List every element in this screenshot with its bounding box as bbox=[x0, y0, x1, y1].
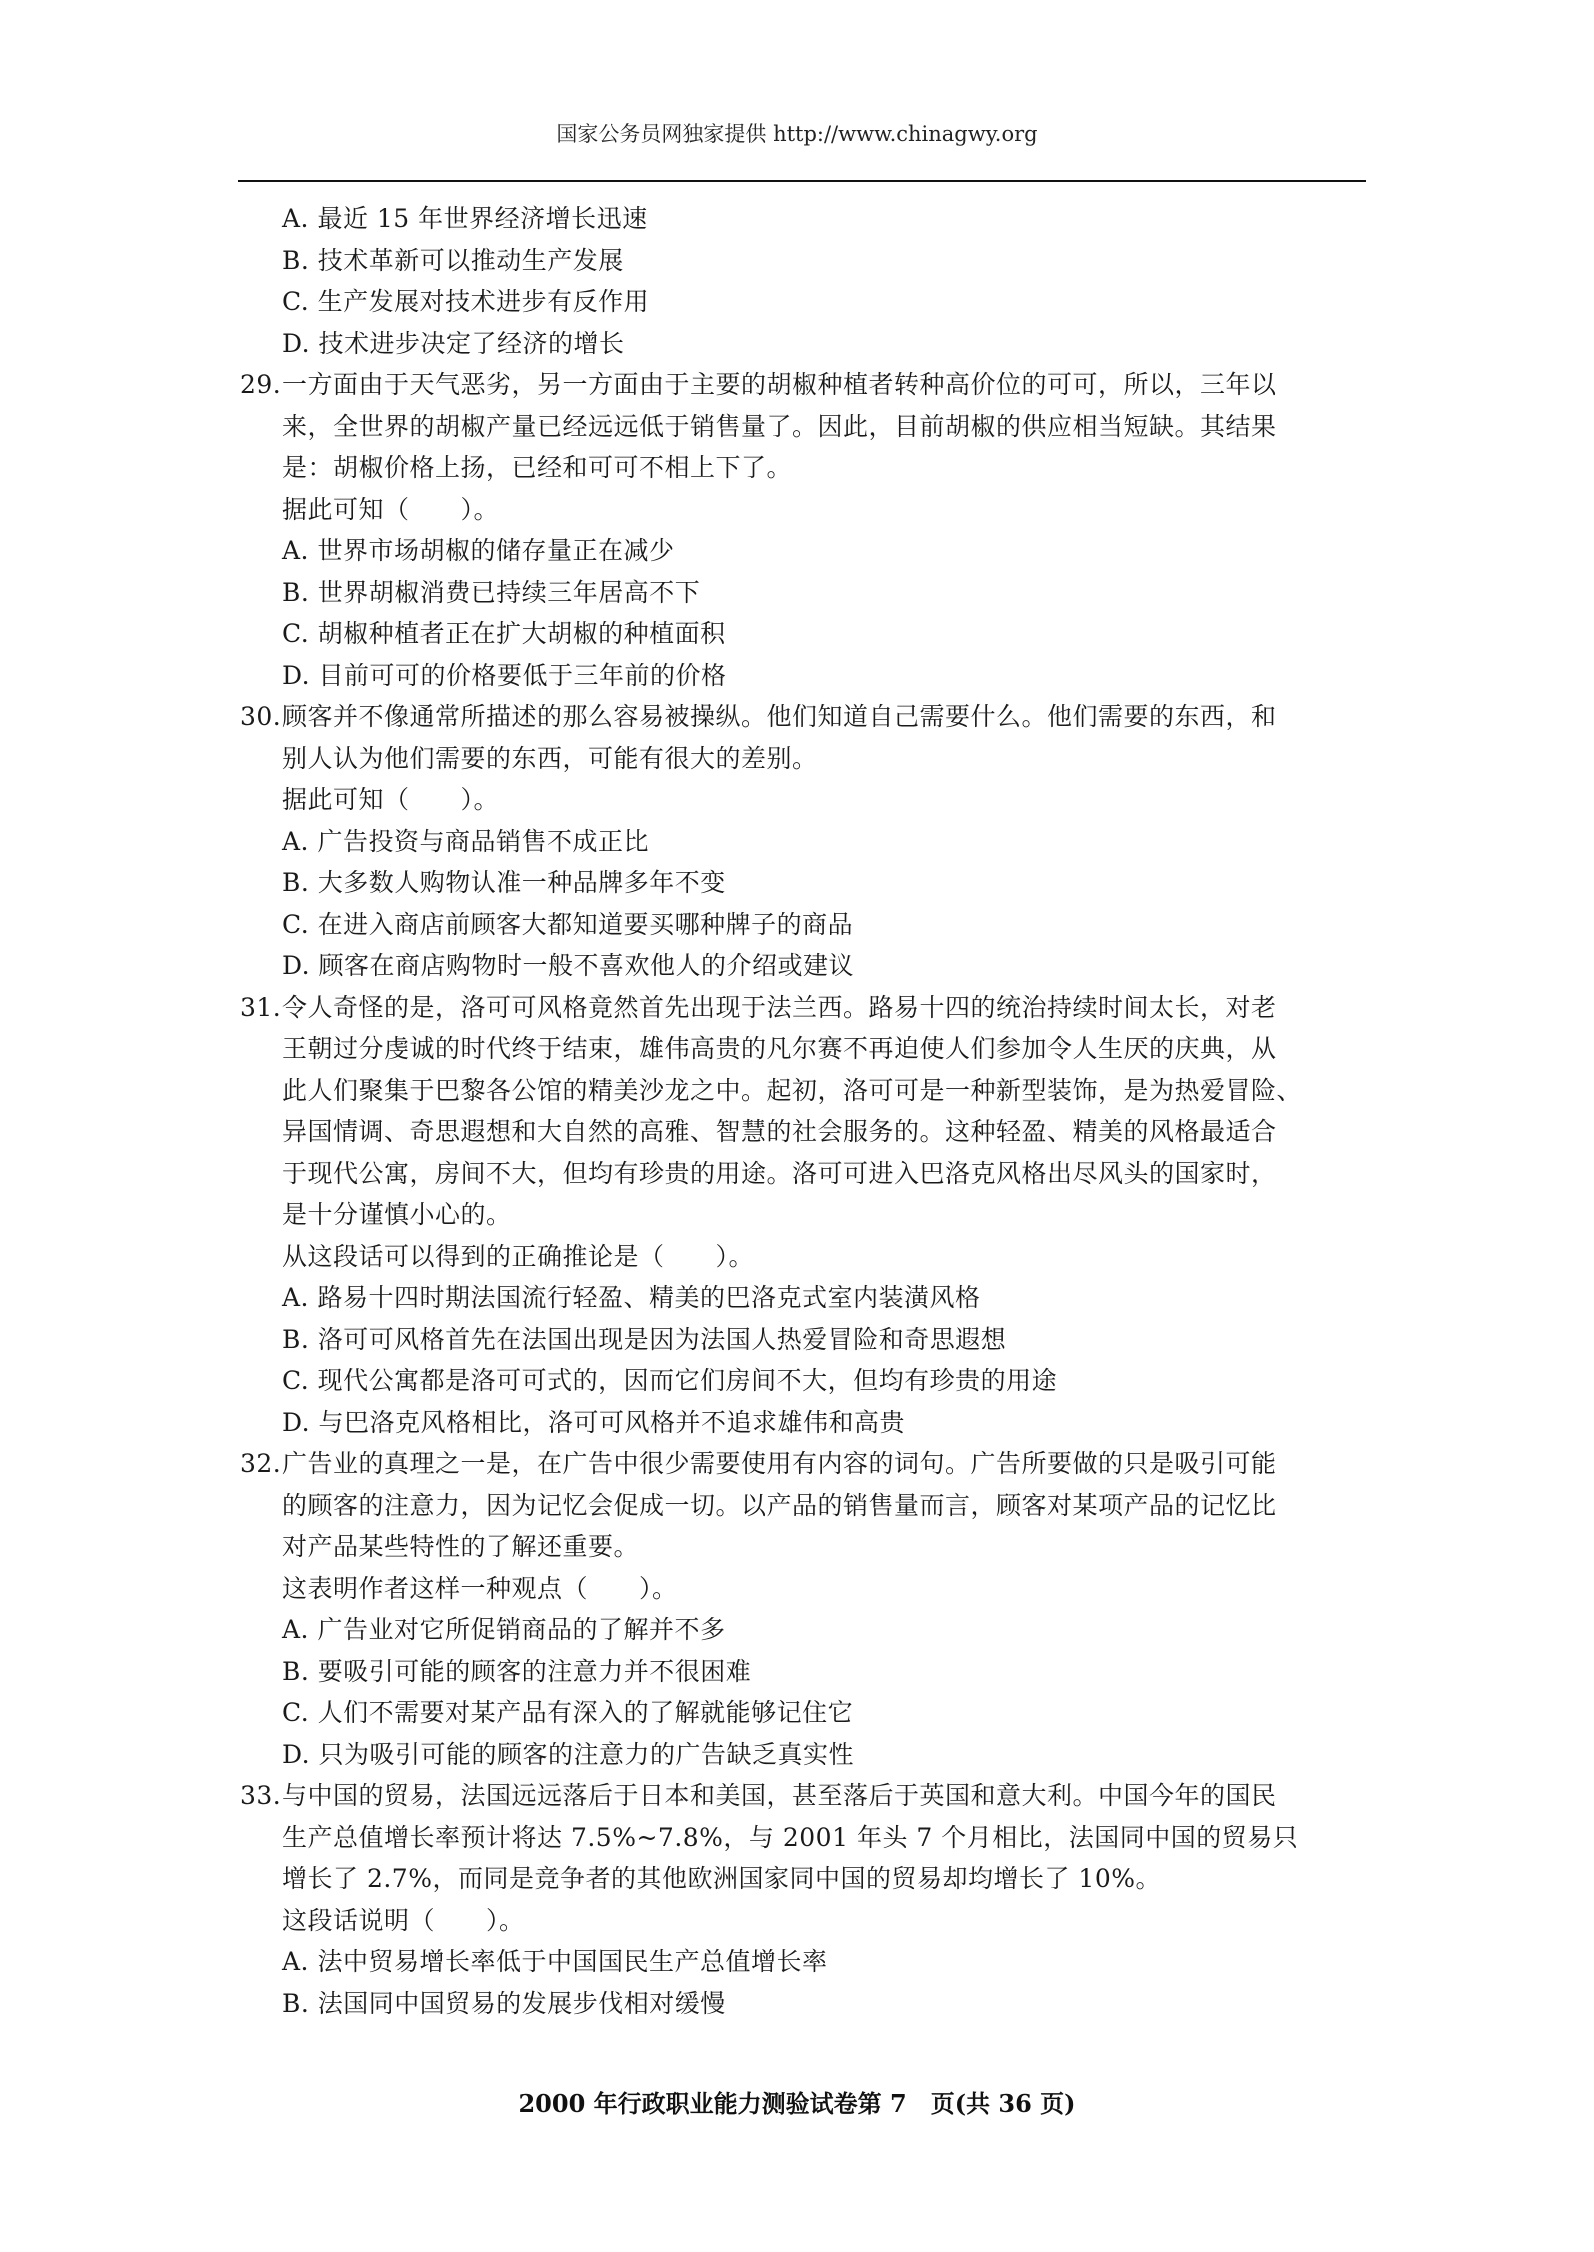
line-text: 顾客并不像通常所描述的那么容易被操纵。他们知道自己需要什么。他们需要的东西，和 bbox=[282, 702, 1277, 731]
text-line bbox=[240, 1153, 1370, 1195]
text-line bbox=[240, 738, 1370, 780]
text-line bbox=[240, 904, 1370, 946]
text-line bbox=[240, 281, 1370, 323]
line-text: 这表明作者这样一种观点（ ）。 bbox=[282, 1573, 678, 1603]
question-stem-line bbox=[240, 987, 1370, 1029]
text-line bbox=[240, 1277, 1370, 1319]
line-text: C. 胡椒种植者正在扩大胡椒的种植面积 bbox=[282, 619, 726, 648]
line-text: 与中国的贸易，法国远远落后于日本和美国，甚至落后于英国和意大利。中国今年的国民 bbox=[282, 1781, 1277, 1810]
document-body bbox=[240, 198, 1370, 2024]
line-text: 增长了 2.7%，而同是竞争者的其他欧洲国家同中国的贸易却均增长了 10%。 bbox=[282, 1864, 1161, 1893]
question-number: 32. bbox=[240, 1449, 282, 1478]
line-text: C. 现代公寓都是洛可可式的，因而它们房间不大，但均有珍贵的用途 bbox=[282, 1366, 1058, 1395]
text-line bbox=[240, 1070, 1370, 1112]
text-line bbox=[240, 198, 1370, 240]
line-text: 的顾客的注意力，因为记忆会促成一切。以产品的销售量而言，顾客对某项产品的记忆比 bbox=[282, 1490, 1277, 1520]
page-header: 国家公务员网独家提供 http://www.chinagwy.org bbox=[556, 122, 1038, 146]
text-line bbox=[240, 406, 1370, 448]
line-text: 别人认为他们需要的东西，可能有很大的差别。 bbox=[282, 743, 818, 773]
line-text: B. 大多数人购物认准一种品牌多年不变 bbox=[282, 868, 726, 897]
text-line bbox=[240, 613, 1370, 655]
line-text: 是：胡椒价格上扬，已经和可可不相上下了。 bbox=[282, 453, 793, 482]
text-line bbox=[240, 1485, 1370, 1527]
line-text: B. 法国同中国贸易的发展步伐相对缓慢 bbox=[282, 1988, 726, 2018]
text-line bbox=[240, 1402, 1370, 1444]
line-text: 王朝过分虔诚的时代终于结束，雄伟高贵的凡尔赛不再迫使人们参加令人生厌的庆典，从 bbox=[282, 1034, 1277, 1063]
text-line bbox=[240, 572, 1370, 614]
text-line bbox=[240, 1360, 1370, 1402]
line-text: B. 要吸引可能的顾客的注意力并不很困难 bbox=[282, 1656, 752, 1686]
line-text: 从这段话可以得到的正确推论是（ ）。 bbox=[282, 1241, 755, 1271]
line-text: A. 世界市场胡椒的储存量正在减少 bbox=[282, 536, 675, 565]
text-line bbox=[240, 1111, 1370, 1153]
text-line bbox=[240, 1692, 1370, 1734]
text-line bbox=[240, 1900, 1370, 1942]
line-text: 据此可知（ ）。 bbox=[282, 494, 500, 524]
line-text: 广告业的真理之一是，在广告中很少需要使用有内容的词句。广告所要做的只是吸引可能 bbox=[282, 1449, 1277, 1478]
question-stem-line bbox=[240, 1443, 1370, 1485]
text-line bbox=[240, 655, 1370, 697]
text-line bbox=[240, 1983, 1370, 2025]
line-text: 据此可知（ ）。 bbox=[282, 785, 500, 814]
text-line bbox=[240, 821, 1370, 863]
line-text: 是十分谨慎小心的。 bbox=[282, 1200, 512, 1229]
line-text: C. 在进入商店前顾客大都知道要买哪种牌子的商品 bbox=[282, 909, 854, 939]
question-stem-line bbox=[240, 696, 1370, 738]
line-text: B. 世界胡椒消费已持续三年居高不下 bbox=[282, 577, 701, 607]
text-line bbox=[240, 1858, 1370, 1900]
question-stem-line bbox=[240, 1775, 1370, 1817]
line-text: 一方面由于天气恶劣，另一方面由于主要的胡椒种植者转种高价位的可可，所以，三年以 bbox=[282, 370, 1277, 399]
text-line bbox=[240, 1028, 1370, 1070]
line-text: C. 生产发展对技术进步有反作用 bbox=[282, 287, 650, 316]
line-text: 生产总值增长率预计将达 7.5%~7.8%，与 2001 年头 7 个月相比，法国同中国的贸易只 bbox=[282, 1822, 1299, 1852]
text-line bbox=[240, 530, 1370, 572]
text-line bbox=[240, 1734, 1370, 1776]
line-text: B. 洛可可风格首先在法国出现是因为法国人热爱冒险和奇思遐想 bbox=[282, 1324, 1007, 1354]
text-line bbox=[240, 447, 1370, 489]
text-line bbox=[240, 489, 1370, 531]
question-number: 30. bbox=[240, 702, 282, 731]
line-text: D. 只为吸引可能的顾客的注意力的广告缺乏真实性 bbox=[282, 1739, 855, 1769]
text-line bbox=[240, 240, 1370, 282]
line-text: 异国情调、奇思遐想和大自然的高雅、智慧的社会服务的。这种轻盈、精美的风格最适合 bbox=[282, 1117, 1277, 1146]
line-text: 于现代公寓，房间不大，但均有珍贵的用途。洛可可进入巴洛克风格出尽风头的国家时， bbox=[282, 1158, 1277, 1188]
line-text: 对产品某些特性的了解还重要。 bbox=[282, 1532, 640, 1561]
line-text: D. 与巴洛克风格相比，洛可可风格并不追求雄伟和高贵 bbox=[282, 1407, 906, 1437]
line-text: 这段话说明（ ）。 bbox=[282, 1905, 525, 1935]
line-text: B. 技术革新可以推动生产发展 bbox=[282, 245, 624, 275]
header-divider bbox=[238, 180, 1366, 182]
line-text: A. 广告业对它所促销商品的了解并不多 bbox=[282, 1615, 726, 1644]
text-line bbox=[240, 1236, 1370, 1278]
text-line bbox=[240, 1609, 1370, 1651]
text-line bbox=[240, 1194, 1370, 1236]
text-line bbox=[240, 1319, 1370, 1361]
text-line bbox=[240, 779, 1370, 821]
question-number: 33. bbox=[240, 1781, 282, 1810]
page-footer: 2000 年行政职业能力测验试卷第 7 页(共 36 页) bbox=[518, 2089, 1076, 2118]
line-text: D. 技术进步决定了经济的增长 bbox=[282, 328, 625, 358]
line-text: A. 法中贸易增长率低于中国国民生产总值增长率 bbox=[282, 1947, 828, 1976]
question-number: 31. bbox=[240, 992, 282, 1022]
text-line bbox=[240, 1941, 1370, 1983]
text-line bbox=[240, 323, 1370, 365]
line-text: 此人们聚集于巴黎各公馆的精美沙龙之中。起初，洛可可是一种新型装饰，是为热爱冒险、 bbox=[282, 1075, 1303, 1105]
line-text: A. 最近 15 年世界经济增长迅速 bbox=[282, 204, 648, 233]
text-line bbox=[240, 1817, 1370, 1859]
text-line bbox=[240, 862, 1370, 904]
line-text: 令人奇怪的是，洛可可风格竟然首先出现于法兰西。路易十四的统治持续时间太长，对老 bbox=[282, 992, 1277, 1022]
line-text: A. 广告投资与商品销售不成正比 bbox=[282, 826, 649, 856]
text-line bbox=[240, 1651, 1370, 1693]
text-line bbox=[240, 1526, 1370, 1568]
line-text: 来，全世界的胡椒产量已经远远低于销售量了。因此，目前胡椒的供应相当短缺。其结果 bbox=[282, 411, 1277, 441]
line-text: D. 顾客在商店购物时一般不喜欢他人的介绍或建议 bbox=[282, 951, 855, 980]
question-number: 29. bbox=[240, 370, 282, 399]
text-line bbox=[240, 945, 1370, 987]
line-text: A. 路易十四时期法国流行轻盈、精美的巴洛克式室内装潢风格 bbox=[282, 1283, 981, 1312]
line-text: D. 目前可可的价格要低于三年前的价格 bbox=[282, 660, 727, 690]
text-line bbox=[240, 1568, 1370, 1610]
question-stem-line bbox=[240, 364, 1370, 406]
line-text: C. 人们不需要对某产品有深入的了解就能够记住它 bbox=[282, 1698, 854, 1727]
